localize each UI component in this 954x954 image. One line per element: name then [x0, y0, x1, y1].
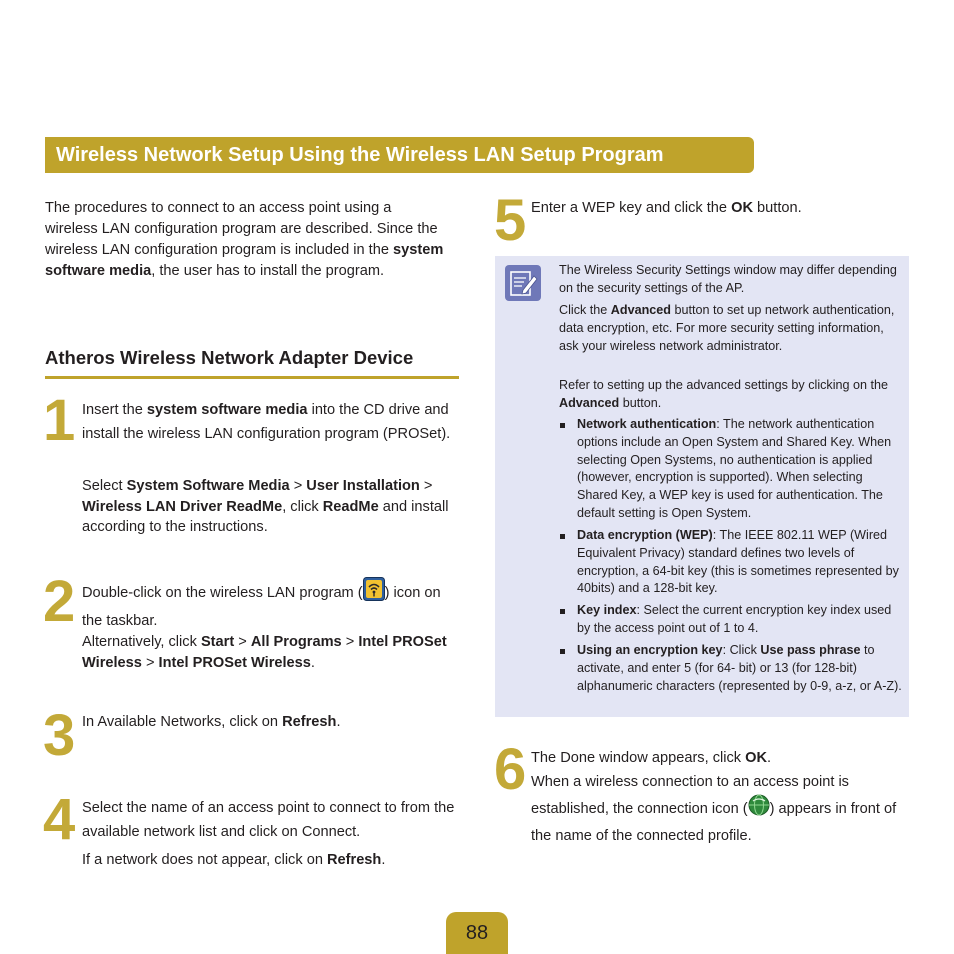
- step-number-3: 3: [43, 703, 74, 768]
- intro-bold: system software media: [45, 242, 444, 279]
- step4-text: Select the name of an access point to connect to from the available network list and click on Connect.: [82, 800, 455, 840]
- note-paragraph-1: The Wireless Security Settings window may differ depending on the security settings of the AP.: [559, 263, 897, 295]
- section-heading-banner: Wireless Network Setup Using the Wireless LAN Setup Program: [45, 137, 754, 173]
- step2-detail: Alternatively, click Start > All Programs > Intel PROSet Wireless > Intel PROSet Wireless.: [82, 634, 447, 671]
- note-bullet-network-auth: Network authentication: The network authentication options include an Open System and Shared Key. When selecting Open Systems, no authentication is applied (however, encryption is supported). When selecting Shared Key, a WEP key is used for authentication. The default setting is Open System.: [577, 417, 892, 520]
- subheading: Atheros Wireless Network Adapter Device: [45, 346, 459, 379]
- note-bullet-encryption-key: Using an encryption key: Click Use pass phrase to activate, and enter 5 (for 64- bit) or 13 (for 128-bit) alphanumeric characters (represented by 0-9, a-z, or A-Z).: [577, 643, 902, 693]
- step5-text: Enter a WEP key and click the OK button.: [531, 200, 802, 216]
- step-number-5: 5: [494, 188, 525, 253]
- step6-text: The Done window appears, click OK.: [531, 750, 772, 766]
- pencil-note-icon: [505, 265, 541, 301]
- bullet-marker: [560, 534, 567, 540]
- intro-text-end: , the user has to install the program.: [151, 263, 385, 279]
- page-number: 88: [446, 912, 508, 954]
- step-number-1: 1: [43, 388, 74, 453]
- note-bullet-key-index: Key index: Select the current encryption key index used by the access point out of 1 to 4.: [577, 603, 892, 635]
- note-paragraph-2: Click the Advanced button to set up network authentication, data encryption, etc. For more security setting information, ask your wireless network administrator.: [559, 303, 895, 353]
- step1-detail: Select System Software Media > User Installation > Wireless LAN Driver ReadMe, click ReadMe and install according to the instructions.: [82, 478, 449, 535]
- wireless-program-icon: [363, 577, 385, 609]
- step3-text: In Available Networks, click on Refresh.: [82, 714, 341, 730]
- bullet-marker: [560, 423, 567, 429]
- step-number-6: 6: [494, 737, 525, 802]
- step-number-2: 2: [43, 569, 74, 634]
- note-paragraph-3: Refer to setting up the advanced settings by clicking on the Advanced button.: [559, 378, 889, 410]
- intro-paragraph: [45, 198, 445, 282]
- connection-globe-icon: [748, 794, 770, 824]
- note-bullet-data-encryption: Data encryption (WEP): The IEEE 802.11 WEP (Wired Equivalent Privacy) standard defines two levels of encryption, a 64-bit key (this is sometimes represented by 40bits) and a 128-bit key.: [577, 528, 899, 596]
- step4-detail: If a network does not appear, click on Refresh.: [82, 852, 386, 868]
- intro-text: The procedures to connect to an access point using a wireless LAN configuration program are described. Since the wireless LAN configuration program is included in the: [45, 200, 438, 258]
- bullet-marker: [560, 609, 567, 615]
- step-number-4: 4: [43, 787, 74, 852]
- step6-detail: When a wireless connection to an access point is established, the connection icon ( ) appears in front of the name of the connected profile.: [531, 774, 897, 844]
- step1-text: Insert the system software media into the CD drive and install the wireless LAN configuration program (PROSet).: [82, 402, 451, 442]
- bullet-marker: [560, 649, 567, 655]
- step2-text: Double-click on the wireless LAN program ( ) icon on the taskbar.: [82, 577, 460, 633]
